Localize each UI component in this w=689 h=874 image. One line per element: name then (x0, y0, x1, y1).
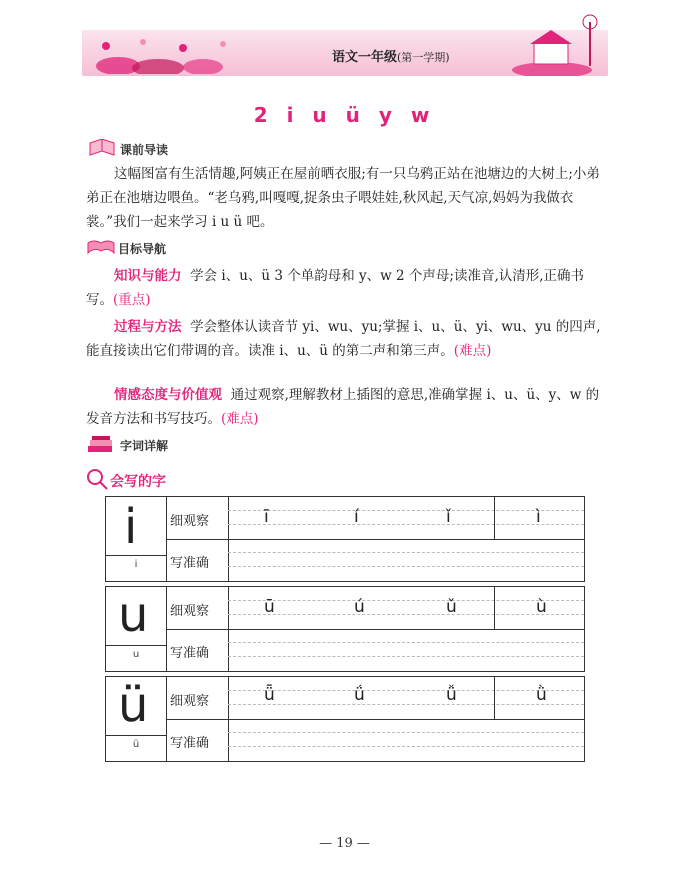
book-icon (88, 139, 116, 159)
goal-attitude (86, 383, 606, 431)
write-label: 写准确 (170, 646, 210, 661)
header-title (332, 46, 450, 65)
writing-grid-v (105, 676, 585, 762)
goal-tag: (难点) (221, 411, 259, 427)
goal-text: 学会整体认读音节 yi、wu、yu;掌握 i、u、ü、yi、wu、yu 的四声,能直接读出它们带调的音。读准 i、u、ü 的第二声和第三声。 (86, 319, 601, 359)
observe-label: 细观察 (170, 694, 210, 709)
tone-4: ù (536, 597, 547, 617)
goal-title: 知识与能力 (114, 268, 182, 284)
goal-knowledge (86, 264, 606, 312)
observe-label: 细观察 (170, 514, 210, 529)
tone-3: ǔ (446, 597, 457, 617)
write-label: 写准确 (170, 556, 210, 571)
small-letter: i (134, 559, 138, 570)
section-heading-words: 字词详解 (120, 439, 169, 453)
preview-paragraph: 这幅图富有生活情趣,阿姨正在屋前晒衣服;有一只乌鸦正站在池塘边的大树上;小弟弟正在池塘边喂鱼。“老乌鸦,叫嘎嘎,捉条虫子喂娃娃,秋风起,天气凉,妈妈为我做衣裳。”我们一起来学习 i u ü 吧。 (86, 166, 600, 230)
goal-tag: (重点) (113, 292, 151, 308)
goal-title: 过程与方法 (114, 319, 182, 335)
lesson-letters: i u ü y w (286, 103, 436, 127)
small-letter: ü (132, 739, 140, 750)
subheading-write-chars: 会写的字 (110, 474, 166, 490)
tone-separator (494, 677, 495, 719)
letter-cell (106, 497, 167, 581)
tone-3: ǐ (446, 507, 451, 527)
section-heading-goals: 目标导航 (118, 242, 167, 256)
lesson-number: 2 (253, 103, 274, 127)
tone-2: í (354, 507, 359, 527)
writing-grid-i (105, 496, 585, 582)
page-number: — 19 — (319, 836, 370, 851)
large-letter: ü (118, 677, 149, 733)
tone-1: ī (264, 507, 269, 527)
book-subtitle: (第一学期) (397, 51, 450, 64)
tone-2: ǘ (354, 685, 365, 705)
small-letter: u (132, 649, 140, 660)
magnifier-icon (86, 468, 108, 490)
large-letter: i (124, 499, 138, 555)
house-decoration-icon (512, 12, 608, 76)
goal-tag: (难点) (453, 343, 492, 359)
open-book-icon (86, 239, 116, 257)
tone-1: ǖ (264, 685, 275, 705)
tone-1: ū (264, 597, 275, 617)
letter-cell (106, 587, 167, 671)
observe-label: 细观察 (170, 604, 210, 619)
tone-4: ì (536, 507, 541, 527)
goal-title: 情感态度与价值观 (114, 387, 222, 403)
writing-grid-u (105, 586, 585, 672)
tone-2: ú (354, 597, 365, 617)
flower-decoration-icon (88, 34, 248, 74)
goal-text: 学会 i、u、ü 3 个单韵母和 y、w 2 个声母;读准音,认清形,正确书写。 (86, 268, 585, 308)
letter-cell (106, 677, 167, 761)
write-label: 写准确 (170, 736, 210, 751)
large-letter: u (118, 587, 149, 643)
books-stack-icon (86, 436, 116, 454)
tone-3: ǚ (446, 685, 457, 705)
goal-process (86, 315, 606, 363)
section-heading-preview: 课前导读 (120, 143, 169, 157)
header-banner (82, 30, 608, 76)
tone-separator (494, 497, 495, 539)
goal-text: 通过观察,理解教材上插图的意思,准确掌握 i、u、ü、y、w 的发音方法和书写技巧。 (86, 387, 600, 427)
tone-separator (494, 587, 495, 629)
lesson-title (0, 103, 689, 127)
tone-4: ǜ (536, 685, 547, 705)
book-title: 语文一年级 (332, 50, 398, 65)
